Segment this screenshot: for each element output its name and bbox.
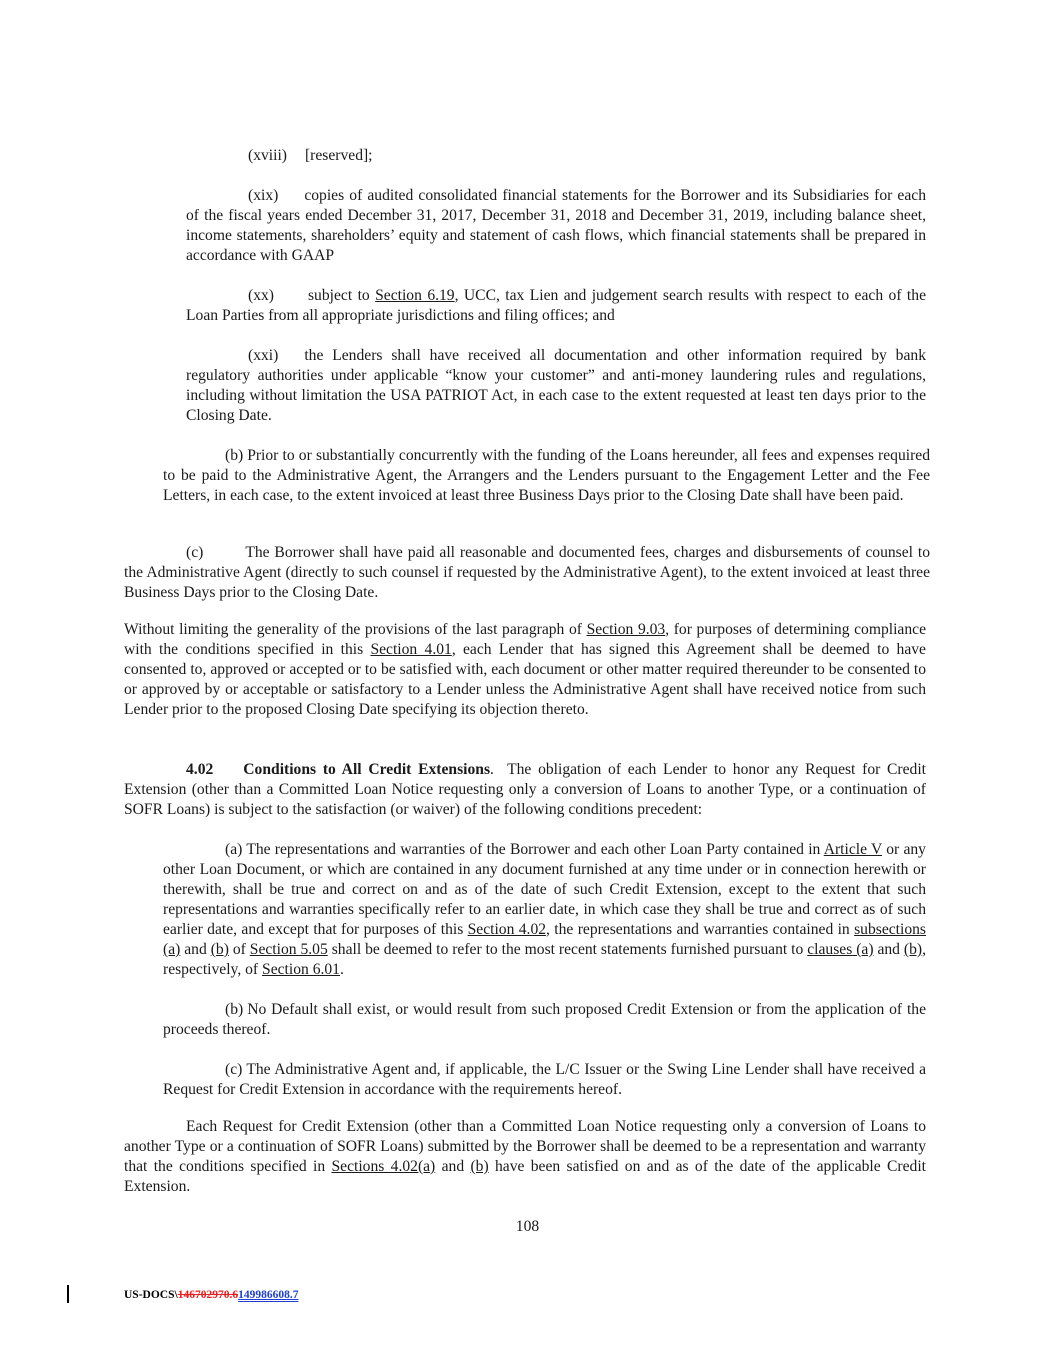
- page-number: 108: [515, 1218, 540, 1235]
- section-title: Conditions to All Credit Extensions: [243, 761, 491, 778]
- item-number: (xix): [248, 187, 279, 204]
- item-xx: (xx) subject to Section 6.19, UCC, tax Lien and judgement search results with respect to each of the Loan Parties from all appropriate jurisdictions and filing offices; and: [186, 287, 926, 324]
- item-xix: [186, 186, 926, 266]
- item-xviii: [186, 146, 926, 166]
- condition-text: The Administrative Agent and, if applicable, the L/C Issuer or the Swing Line Lender shall have received a Request for Credit Extension in accordance with the requirements hereof.: [163, 1061, 926, 1098]
- condition-b: [163, 1000, 926, 1040]
- document-id-footer: [124, 1288, 298, 1302]
- paragraph-b-fees: [163, 446, 930, 506]
- clause-link[interactable]: clauses (a): [807, 941, 874, 958]
- condition-a: (a) The representations and warranties of the Borrower and each other Loan Party contained in Article V or any other Loan Document, or which are contained in any document furnished at any time under or in connection herewith or therewith, shall be true and correct on and as of the date of such Credit Extension, except to the extent that such representations and warranties specifically refer to an earlier date, in which case they shall be true and correct as of such earlier date, and except that for purposes of this Section 4.02, the representations and warranties contained in subsections (a) and (b) of Section 5.05 shall be deemed to refer to the most recent statements furnished pursuant to clauses (a) and (b), respectively, of Section 6.01.: [163, 841, 926, 978]
- section-link[interactable]: Section 6.01: [262, 961, 340, 978]
- item-text: the Lenders shall have received all documentation and other information required by bank regulatory authorities under applicable “know your customer” and anti-money laundering rules and regulations, including without limitation the USA PATRIOT Act, in each case to the extent requested at least ten days prior to the Closing Date.: [186, 347, 926, 424]
- subsection-link[interactable]: (b): [210, 941, 229, 958]
- subsection-link[interactable]: (b): [470, 1158, 489, 1175]
- condition-number: (b): [225, 1001, 244, 1018]
- section-link[interactable]: Section 9.03: [586, 621, 666, 638]
- paragraph-text: Prior to or substantially concurrently with the funding of the Loans hereunder, all fees and expenses required to be paid to the Administrative Agent, the Arrangers and the Lenders pursuant to the Engagement Letter and the Fee Letters, in each case, to the extent invoiced at least three Business Days prior to the Closing Date shall have been paid.: [163, 447, 930, 504]
- section-text: The obligation of each Lender to honor any Request for Credit Extension (other than a Committed Loan Notice requesting only a conversion of Loans to another Type, or a continuation of SOFR Loans) is subject to the satisfaction (or waiver) of the following conditions precedent:: [124, 761, 927, 818]
- section-link[interactable]: Section 6.19: [375, 287, 455, 304]
- doc-id-prefix: US-DOCS\: [124, 1289, 178, 1301]
- section-link[interactable]: Section 5.05: [249, 941, 328, 958]
- section-number: 4.02: [186, 761, 214, 778]
- condition-c: [163, 1060, 926, 1100]
- item-number: (xxi): [248, 347, 279, 364]
- condition-number: (c): [225, 1061, 243, 1078]
- item-text: [reserved];: [304, 147, 373, 164]
- paragraph-without-limiting: Without limiting the generality of the provisions of the last paragraph of Section 9.03, for purposes of determining compliance with the conditions specified in this Section 4.01, each Lender that has signed this Agreement shall be deemed to have consented to, approved or accepted or to be satisfied with, each document or other matter required thereunder to be consented to or approved by or acceptable or satisfactory to a Lender unless the Administrative Agent shall have received notice from such Lender prior to the proposed Closing Date specifying its objection thereto.: [124, 621, 926, 718]
- inserted-doc-id: 149986608.7: [238, 1289, 299, 1301]
- section-link[interactable]: Sections 4.02(a): [331, 1158, 436, 1175]
- paragraph-number: (b): [225, 447, 244, 464]
- paragraph-number: (c): [186, 544, 204, 561]
- item-number: (xx): [248, 287, 274, 304]
- condition-text: No Default shall exist, or would result from such proposed Credit Extension or from the application of the proceeds thereof.: [163, 1001, 926, 1038]
- section-link[interactable]: Section 4.01: [370, 641, 452, 658]
- item-xxi: [186, 346, 926, 426]
- article-link[interactable]: Article V: [823, 841, 882, 858]
- item-number: (xviii): [248, 147, 287, 164]
- item-text: copies of audited consolidated financial statements for the Borrower and its Subsidiaries for each of the fiscal years ended December 31, 2017, December 31, 2018 and December 31, 2019, including balance sheet, income statements, shareholders’ equity and statement of cash flows, which financial statements shall be prepared in accordance with GAAP: [186, 187, 926, 264]
- paragraph-text: The Borrower shall have paid all reasonable and documented fees, charges and disbursements of counsel to the Administrative Agent (directly to such counsel if requested by the Administrative Agent), to the extent invoiced at least three Business Days prior to the Closing Date.: [124, 544, 930, 601]
- deleted-doc-id: 146702970.6: [177, 1289, 239, 1301]
- clause-link[interactable]: (b): [903, 941, 923, 958]
- section-4-02: 4.02 Conditions to All Credit Extensions. The obligation of each Lender to honor any Request for Credit Extension (other than a Committed Loan Notice requesting only a conversion of Loans to another Type, or a continuation of SOFR Loans) is subject to the satisfaction (or waiver) of the following conditions precedent:: [124, 761, 927, 818]
- paragraph-c-counsel: [124, 543, 930, 603]
- condition-number: (a): [225, 841, 243, 858]
- change-bar: [67, 1285, 69, 1303]
- subsection-link[interactable]: subsections (a): [163, 921, 926, 958]
- paragraph-each-request: Each Request for Credit Extension (other than a Committed Loan Notice requesting only a conversion of Loans to another Type or a continuation of SOFR Loans) submitted by the Borrower shall be deemed to be a representation and warranty that the conditions specified in Sections 4.02(a) and (b) have been satisfied on and as of the date of the applicable Credit Extension.: [124, 1118, 926, 1195]
- section-link[interactable]: Section 4.02: [467, 921, 547, 938]
